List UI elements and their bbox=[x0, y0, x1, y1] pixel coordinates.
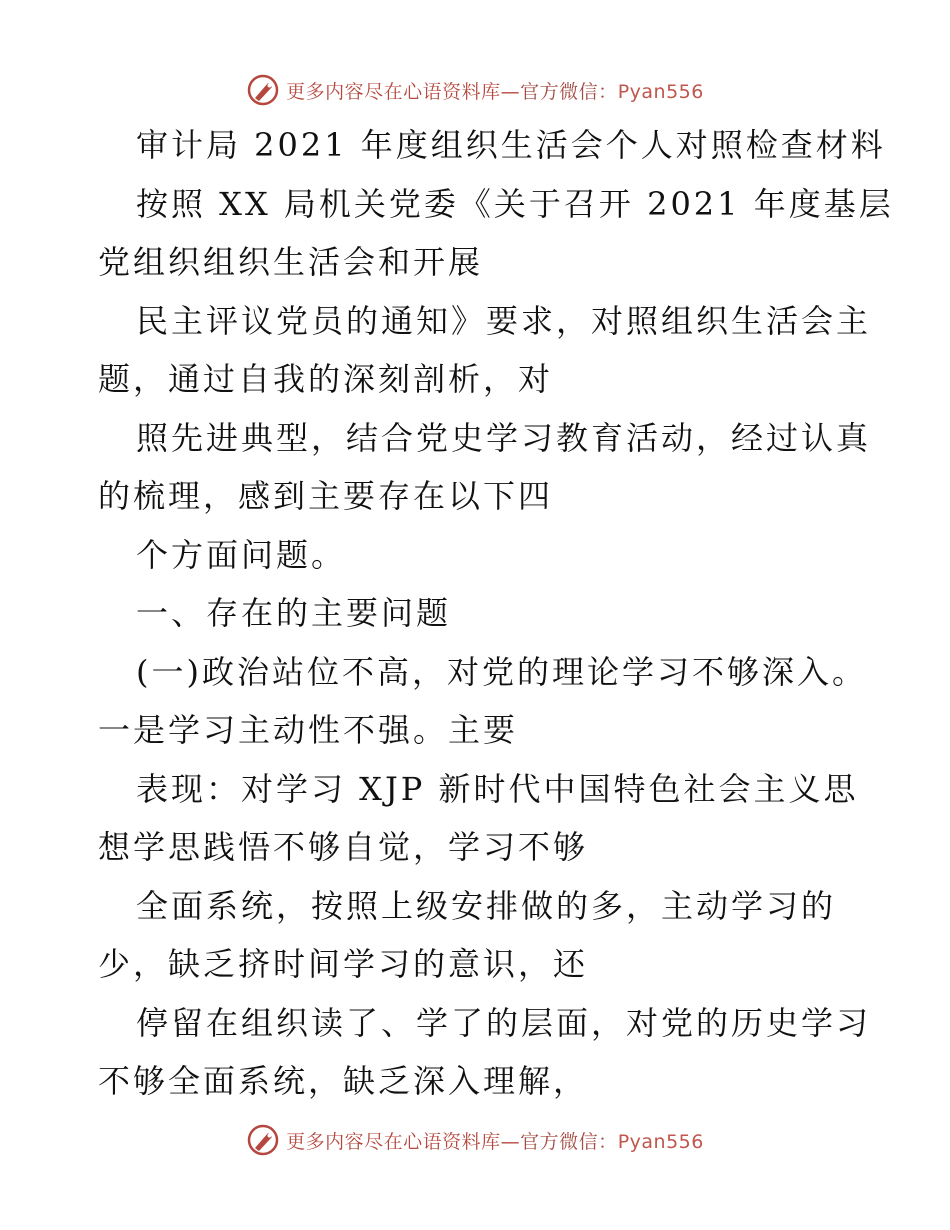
subsection-heading: (一)政治站位不高，对党的理论学习不够深入。 bbox=[136, 652, 867, 691]
paragraph-line: 表现：对学习 XJP 新时代中国特色社会主义思 bbox=[136, 769, 859, 808]
watermark-header bbox=[0, 70, 950, 110]
paragraph-line: 个方面问题。 bbox=[136, 535, 347, 574]
watermark-main: 更多内容尽在心语资料库 bbox=[286, 80, 501, 103]
watermark-separator: — bbox=[500, 1130, 521, 1153]
paragraph-line: 停留在组织读了、学了的层面，对党的历史学习 bbox=[136, 1003, 872, 1042]
paragraph-line: 想学思践悟不够自觉，学习不够 bbox=[98, 828, 589, 866]
paragraph-line: 少，缺乏挤时间学习的意识，还 bbox=[98, 945, 589, 983]
watermark-sub: 官方微信： bbox=[520, 80, 618, 103]
fountain-pen-seal-icon bbox=[246, 1123, 280, 1157]
watermark-text bbox=[286, 1127, 704, 1154]
watermark-id: Pyan556 bbox=[617, 80, 704, 103]
paragraph-line: 一是学习主动性不强。主要 bbox=[98, 711, 519, 749]
paragraph-line: 照先进典型，结合党史学习教育活动，经过认真 bbox=[136, 418, 872, 457]
paragraph-line: 题，通过自我的深刻剖析，对 bbox=[98, 360, 554, 398]
fountain-pen-seal-icon bbox=[246, 73, 280, 107]
document-body bbox=[98, 116, 894, 1111]
paragraph-line: 的梳理，感到主要存在以下四 bbox=[98, 477, 554, 515]
watermark-footer bbox=[0, 1120, 950, 1160]
document-title: 审计局 2021 年度组织生活会个人对照检查材料 bbox=[136, 126, 886, 164]
paragraph-line: 党组织组织生活会和开展 bbox=[98, 243, 484, 281]
paragraph-line: 全面系统，按照上级安排做的多，主动学习的 bbox=[136, 886, 837, 925]
watermark-separator: — bbox=[500, 80, 521, 103]
watermark-sub: 官方微信： bbox=[520, 1130, 618, 1153]
watermark-id: Pyan556 bbox=[617, 1130, 704, 1153]
paragraph-line: 不够全面系统，缺乏深入理解， bbox=[98, 1062, 589, 1100]
section-heading: 一、存在的主要问题 bbox=[136, 594, 452, 632]
watermark-text bbox=[286, 77, 704, 104]
paragraph-line: 民主评议党员的通知》要求，对照组织生活会主 bbox=[136, 301, 872, 340]
paragraph-line: 按照 XX 局机关党委《关于召开 2021 年度基层 bbox=[136, 184, 894, 223]
watermark-main: 更多内容尽在心语资料库 bbox=[286, 1130, 501, 1153]
